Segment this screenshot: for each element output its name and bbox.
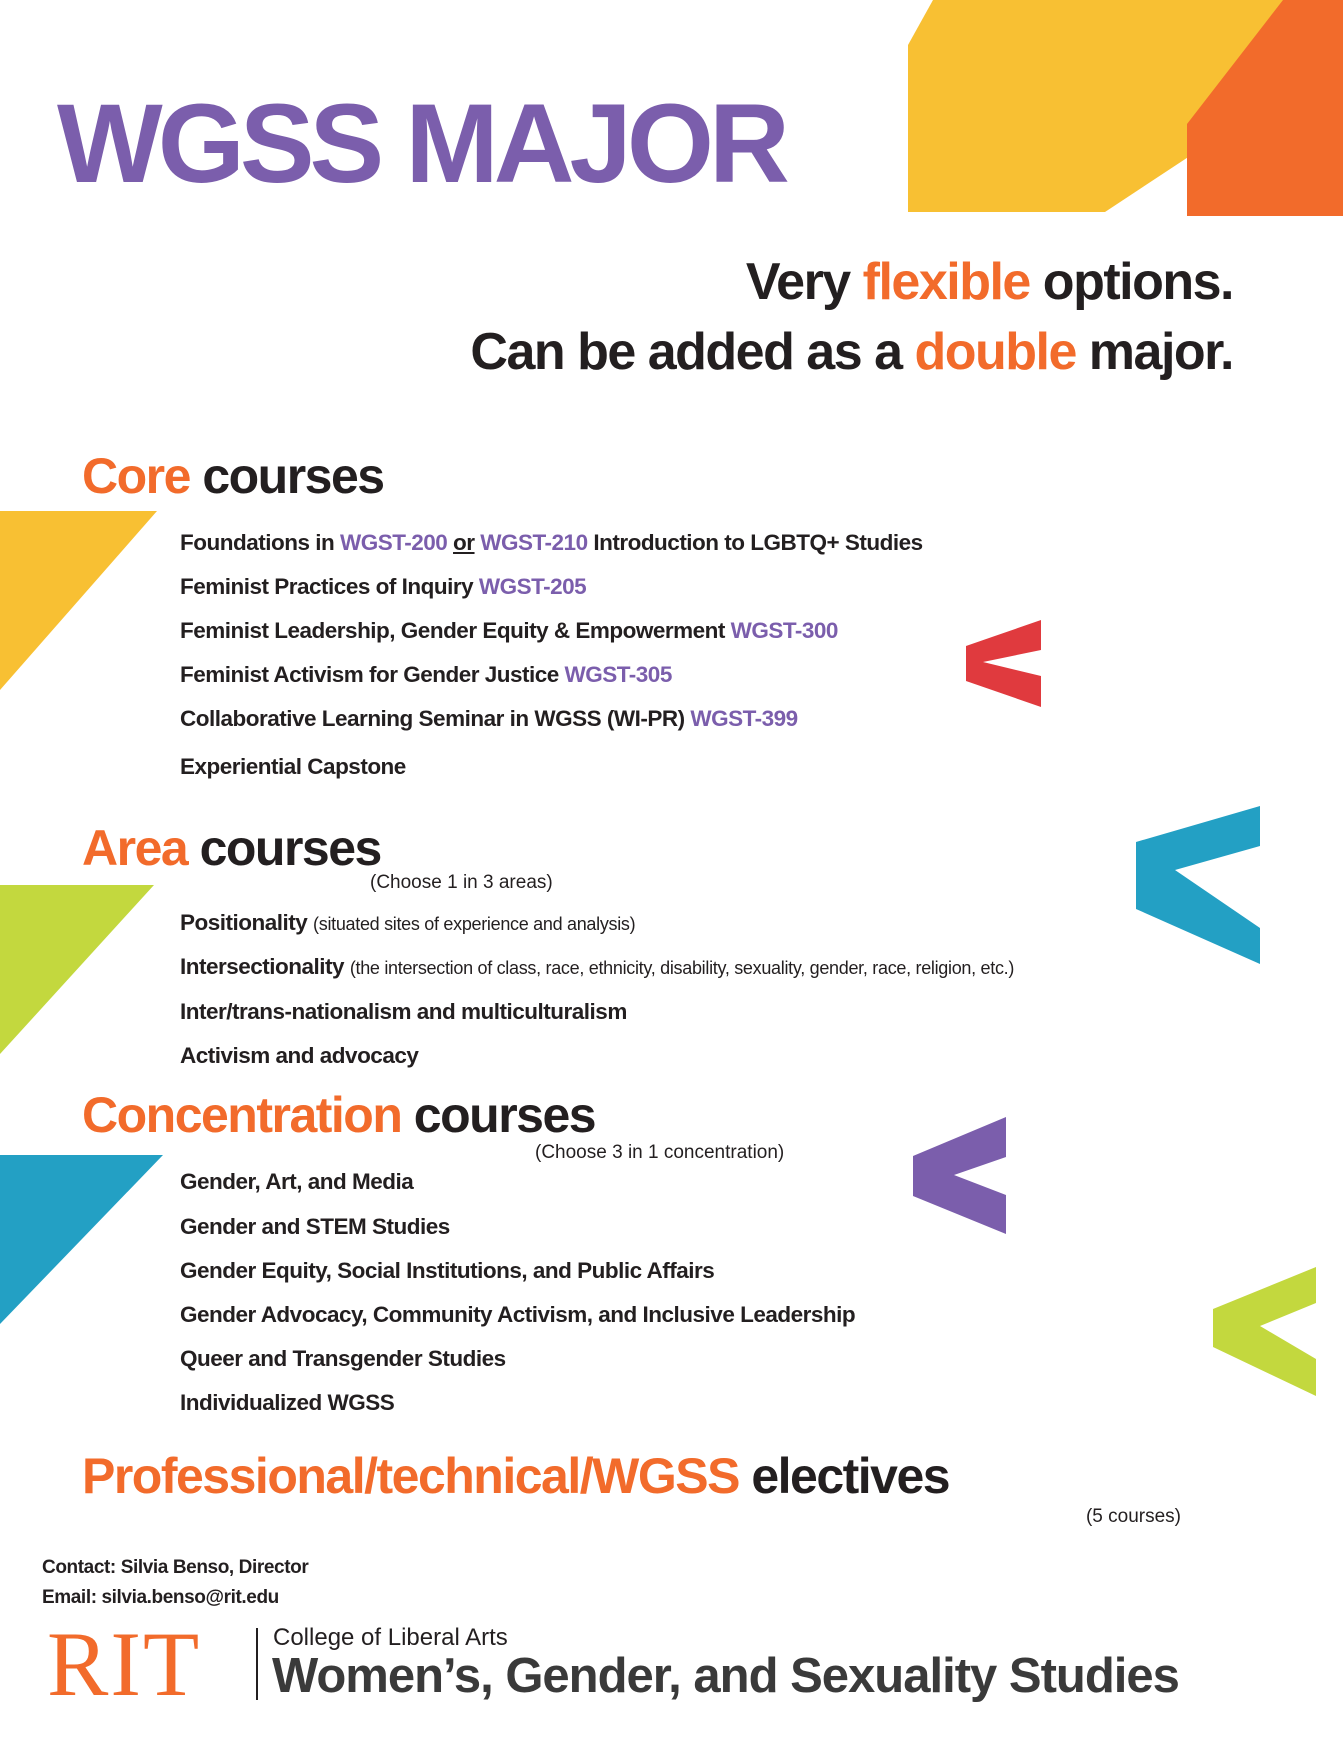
concentration-item: Gender and STEM Studies: [180, 1214, 450, 1239]
area-item-label: Intersectionality: [180, 954, 345, 979]
area-heading-accent: Area: [82, 820, 188, 876]
tagline-2-c: major.: [1075, 323, 1233, 381]
lime-chevron: [1213, 1267, 1316, 1396]
concentration-heading-accent: Concentration: [82, 1087, 402, 1143]
electives-heading-accent: Professional/technical/WGSS: [82, 1448, 739, 1504]
electives-note: (5 courses): [1085, 1506, 1181, 1527]
core-item-label: Feminist Leadership, Gender Equity & Empowerment: [180, 618, 731, 643]
page-title: WGSS MAJOR: [57, 81, 785, 206]
tagline-double-major: [470, 323, 1233, 381]
red-chevron: [966, 620, 1041, 707]
college-name: College of Liberal Arts: [273, 1624, 508, 1651]
core-item-label: Feminist Practices of Inquiry: [180, 574, 479, 599]
purple-chevron: [913, 1117, 1006, 1234]
rit-logo: RIT: [47, 1613, 202, 1715]
core-item-leadership: [180, 620, 838, 643]
core-item-inquiry: [180, 576, 586, 599]
concentration-item: Gender Advocacy, Community Activism, and Inclusive Leadership: [180, 1302, 856, 1327]
concentration-item: Gender Equity, Social Institutions, and Public Affairs: [180, 1258, 715, 1283]
core-heading-accent: Core: [82, 448, 190, 504]
electives-heading-rest: electives: [738, 1448, 950, 1504]
core-item-label: Feminist Activism for Gender Justice: [180, 662, 565, 687]
core-item-activism: [180, 664, 672, 687]
core-item-label: Foundations in: [180, 530, 340, 555]
core-item-label: Collaborative Learning Seminar in WGSS (WI-PR): [180, 706, 691, 731]
area-heading-rest: courses: [187, 820, 381, 876]
concentration-heading: [82, 1087, 596, 1143]
area-item-desc: (situated sites of experience and analysis): [313, 914, 636, 934]
concentration-item: Individualized WGSS: [180, 1390, 395, 1415]
yellow-triangle: [0, 511, 157, 690]
tagline-1-c: options.: [1029, 253, 1233, 311]
electives-heading: [82, 1448, 950, 1504]
course-code: WGST-305: [564, 662, 672, 687]
contact-line: Contact: Silvia Benso, Director: [42, 1557, 309, 1578]
course-code: WGST-210: [480, 530, 588, 555]
lime-triangle: [0, 885, 154, 1054]
area-item-advocacy: [180, 1045, 418, 1068]
course-code: WGST-399: [690, 706, 798, 731]
area-item-label: Activism and advocacy: [180, 1043, 419, 1068]
area-note: (Choose 1 in 3 areas): [370, 872, 553, 893]
core-heading: [82, 448, 384, 504]
concentration-item: Gender, Art, and Media: [180, 1169, 414, 1194]
core-item-label: Experiential Capstone: [180, 754, 406, 779]
area-item-positionality: [180, 912, 635, 935]
course-code: WGST-205: [478, 574, 587, 599]
core-item-tail: Introduction to LGBTQ+ Studies: [587, 530, 923, 555]
tagline-flexible: [745, 253, 1233, 311]
or-text: or: [453, 530, 475, 555]
core-item-capstone: [180, 756, 406, 779]
area-item-label: Inter/trans-nationalism and multiculturalism: [180, 999, 627, 1024]
contact-email[interactable]: Email: silvia.benso@rit.edu: [42, 1587, 279, 1608]
course-code: WGST-200: [339, 530, 448, 555]
logo-divider: [256, 1628, 258, 1700]
concentration-note: (Choose 3 in 1 concentration): [535, 1142, 785, 1163]
tagline-2-highlight: double: [914, 323, 1076, 381]
area-heading: [82, 820, 381, 876]
teal-triangle: [0, 1155, 163, 1324]
teal-chevron: [1136, 806, 1260, 964]
tagline-1-highlight: flexible: [862, 253, 1030, 311]
area-item-intersectionality: [180, 956, 1014, 979]
core-item-seminar: [180, 708, 798, 731]
tagline-1-a: Very: [745, 253, 863, 311]
tagline-2-a: Can be added as a: [470, 323, 915, 381]
course-code: WGST-300: [730, 618, 838, 643]
department-name: Women’s, Gender, and Sexuality Studies: [272, 1649, 1179, 1703]
concentration-heading-rest: courses: [401, 1087, 596, 1143]
core-item-foundations: [180, 532, 923, 555]
concentration-item: Queer and Transgender Studies: [180, 1346, 506, 1371]
area-item-label: Positionality: [180, 910, 308, 935]
area-item-nationalism: [180, 1001, 627, 1024]
area-item-desc: (the intersection of class, race, ethnicity, disability, sexuality, gender, race, religion, etc.): [349, 958, 1015, 978]
core-heading-rest: courses: [189, 448, 384, 504]
